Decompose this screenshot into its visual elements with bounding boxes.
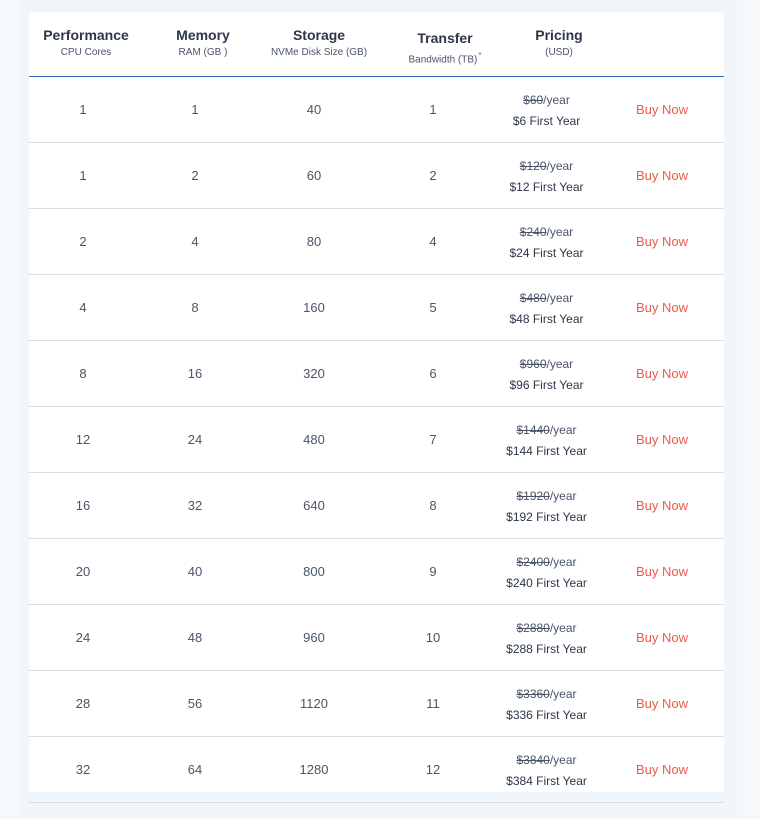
ram-cell: 48 xyxy=(187,630,203,645)
price-cell xyxy=(494,486,599,528)
header-subtitle: NVMe Disk Size (GB) xyxy=(270,47,368,58)
price-cell xyxy=(494,420,599,462)
bandwidth-cell: 4 xyxy=(429,234,437,249)
old-price: $3840 xyxy=(516,753,550,767)
table-body xyxy=(29,77,724,803)
first-year-price: $48 First Year xyxy=(509,312,584,326)
header-title: Memory xyxy=(176,27,230,43)
header-subtitle-text: Bandwidth (TB) xyxy=(408,54,478,66)
ram-cell: 16 xyxy=(187,366,203,381)
price-period: /year xyxy=(549,687,577,701)
footnote-marker: * xyxy=(478,51,482,60)
buy-now-button[interactable]: Buy Now xyxy=(636,366,689,381)
price-period: /year xyxy=(549,621,577,635)
bandwidth-cell: 5 xyxy=(429,300,437,315)
ram-cell: 4 xyxy=(191,234,199,249)
price-cell xyxy=(494,156,599,198)
old-price: $3360 xyxy=(516,687,550,701)
cpu-cores-cell: 4 xyxy=(79,300,87,315)
first-year-price: $24 First Year xyxy=(509,246,584,260)
cpu-cores-cell: 1 xyxy=(79,102,87,117)
cpu-cores-cell: 12 xyxy=(75,432,91,447)
pricing-table xyxy=(29,12,724,792)
ram-cell: 40 xyxy=(187,564,203,579)
header-performance xyxy=(29,27,143,59)
first-year-price: $384 First Year xyxy=(506,774,587,788)
regular-price xyxy=(494,750,599,771)
first-year-price: $12 First Year xyxy=(509,180,584,194)
header-transfer xyxy=(399,30,491,66)
table-row xyxy=(29,671,724,737)
regular-price xyxy=(494,618,599,639)
price-period: /year xyxy=(549,555,577,569)
price-period: /year xyxy=(549,423,577,437)
price-cell xyxy=(494,684,599,726)
header-pricing xyxy=(509,27,609,59)
disk-size-cell: 40 xyxy=(306,102,322,117)
first-year-price: $192 First Year xyxy=(506,510,587,524)
disk-size-cell: 480 xyxy=(303,432,325,447)
buy-now-button[interactable]: Buy Now xyxy=(636,234,689,249)
price-period: /year xyxy=(546,357,574,371)
cpu-cores-cell: 16 xyxy=(75,498,91,513)
table-row xyxy=(29,407,724,473)
price-cell xyxy=(494,90,599,132)
ram-cell: 2 xyxy=(191,168,199,183)
cpu-cores-cell: 32 xyxy=(75,762,91,777)
old-price: $240 xyxy=(519,225,547,239)
cpu-cores-cell: 8 xyxy=(79,366,87,381)
header-title: Transfer xyxy=(417,30,473,46)
regular-price xyxy=(494,684,599,705)
old-price: $2880 xyxy=(516,621,550,635)
bandwidth-cell: 10 xyxy=(425,630,441,645)
table-row xyxy=(29,341,724,407)
table-row xyxy=(29,605,724,671)
buy-now-button[interactable]: Buy Now xyxy=(636,564,689,579)
regular-price xyxy=(494,156,599,177)
price-cell xyxy=(494,288,599,330)
ram-cell: 64 xyxy=(187,762,203,777)
header-title: Performance xyxy=(43,27,129,43)
price-period: /year xyxy=(549,753,577,767)
disk-size-cell: 320 xyxy=(303,366,325,381)
header-title: Storage xyxy=(292,27,346,43)
price-period: /year xyxy=(543,93,570,107)
price-period: /year xyxy=(546,159,574,173)
price-period: /year xyxy=(549,489,577,503)
ram-cell: 1 xyxy=(191,102,199,117)
disk-size-cell: 80 xyxy=(306,234,322,249)
first-year-price: $336 First Year xyxy=(506,708,587,722)
old-price: $960 xyxy=(519,357,547,371)
price-period: /year xyxy=(546,291,574,305)
old-price: $1440 xyxy=(516,423,550,437)
price-period: /year xyxy=(546,225,574,239)
bandwidth-cell: 6 xyxy=(429,366,437,381)
price-cell xyxy=(494,354,599,396)
buy-now-button[interactable]: Buy Now xyxy=(636,168,689,183)
table-row xyxy=(29,275,724,341)
price-cell xyxy=(494,222,599,264)
buy-now-button[interactable]: Buy Now xyxy=(636,432,689,447)
price-cell xyxy=(494,552,599,594)
table-row xyxy=(29,77,724,143)
buy-now-button[interactable]: Buy Now xyxy=(636,762,689,777)
price-cell xyxy=(494,750,599,792)
table-row xyxy=(29,209,724,275)
cpu-cores-cell: 20 xyxy=(75,564,91,579)
table-header xyxy=(29,12,724,77)
disk-size-cell: 640 xyxy=(303,498,325,513)
first-year-price: $288 First Year xyxy=(506,642,587,656)
disk-size-cell: 800 xyxy=(303,564,325,579)
regular-price xyxy=(494,222,599,243)
bandwidth-cell: 12 xyxy=(425,762,441,777)
old-price: $2400 xyxy=(516,555,550,569)
bandwidth-cell: 1 xyxy=(429,102,437,117)
ram-cell: 8 xyxy=(191,300,199,315)
old-price: $120 xyxy=(519,159,547,173)
header-title: Pricing xyxy=(535,27,583,43)
header-subtitle xyxy=(399,50,491,66)
ram-cell: 32 xyxy=(187,498,203,513)
header-memory xyxy=(153,27,253,59)
disk-size-cell: 60 xyxy=(306,168,322,183)
buy-now-button[interactable]: Buy Now xyxy=(636,102,689,117)
buy-now-button[interactable]: Buy Now xyxy=(636,498,689,513)
regular-price xyxy=(494,288,599,309)
buy-now-button[interactable]: Buy Now xyxy=(636,696,689,711)
header-subtitle: (USD) xyxy=(545,47,573,58)
disk-size-cell: 160 xyxy=(303,300,325,315)
price-cell xyxy=(494,618,599,660)
regular-price xyxy=(494,90,599,111)
header-storage xyxy=(264,27,374,59)
first-year-price: $96 First Year xyxy=(509,378,584,392)
bandwidth-cell: 8 xyxy=(429,498,437,513)
cpu-cores-cell: 2 xyxy=(79,234,87,249)
first-year-price: $144 First Year xyxy=(506,444,587,458)
table-row xyxy=(29,473,724,539)
ram-cell: 56 xyxy=(187,696,203,711)
first-year-price: $6 First Year xyxy=(512,114,581,128)
first-year-price: $240 First Year xyxy=(506,576,587,590)
regular-price xyxy=(494,486,599,507)
table-row xyxy=(29,737,724,803)
buy-now-button[interactable]: Buy Now xyxy=(636,630,689,645)
table-row xyxy=(29,539,724,605)
buy-now-button[interactable]: Buy Now xyxy=(636,300,689,315)
regular-price xyxy=(494,354,599,375)
cpu-cores-cell: 24 xyxy=(75,630,91,645)
header-subtitle: CPU Cores xyxy=(60,47,112,58)
bandwidth-cell: 11 xyxy=(426,696,440,711)
ram-cell: 24 xyxy=(187,432,203,447)
old-price: $1920 xyxy=(516,489,550,503)
regular-price xyxy=(494,420,599,441)
regular-price xyxy=(494,552,599,573)
cpu-cores-cell: 28 xyxy=(75,696,91,711)
cpu-cores-cell: 1 xyxy=(79,168,87,183)
disk-size-cell: 1120 xyxy=(300,696,328,711)
table-row xyxy=(29,143,724,209)
disk-size-cell: 1280 xyxy=(299,762,329,777)
header-subtitle: RAM (GB ) xyxy=(178,47,228,58)
old-price: $480 xyxy=(519,291,547,305)
bandwidth-cell: 2 xyxy=(429,168,437,183)
bandwidth-cell: 7 xyxy=(429,432,437,447)
disk-size-cell: 960 xyxy=(303,630,325,645)
old-price: $60 xyxy=(523,93,544,107)
bandwidth-cell: 9 xyxy=(429,564,437,579)
